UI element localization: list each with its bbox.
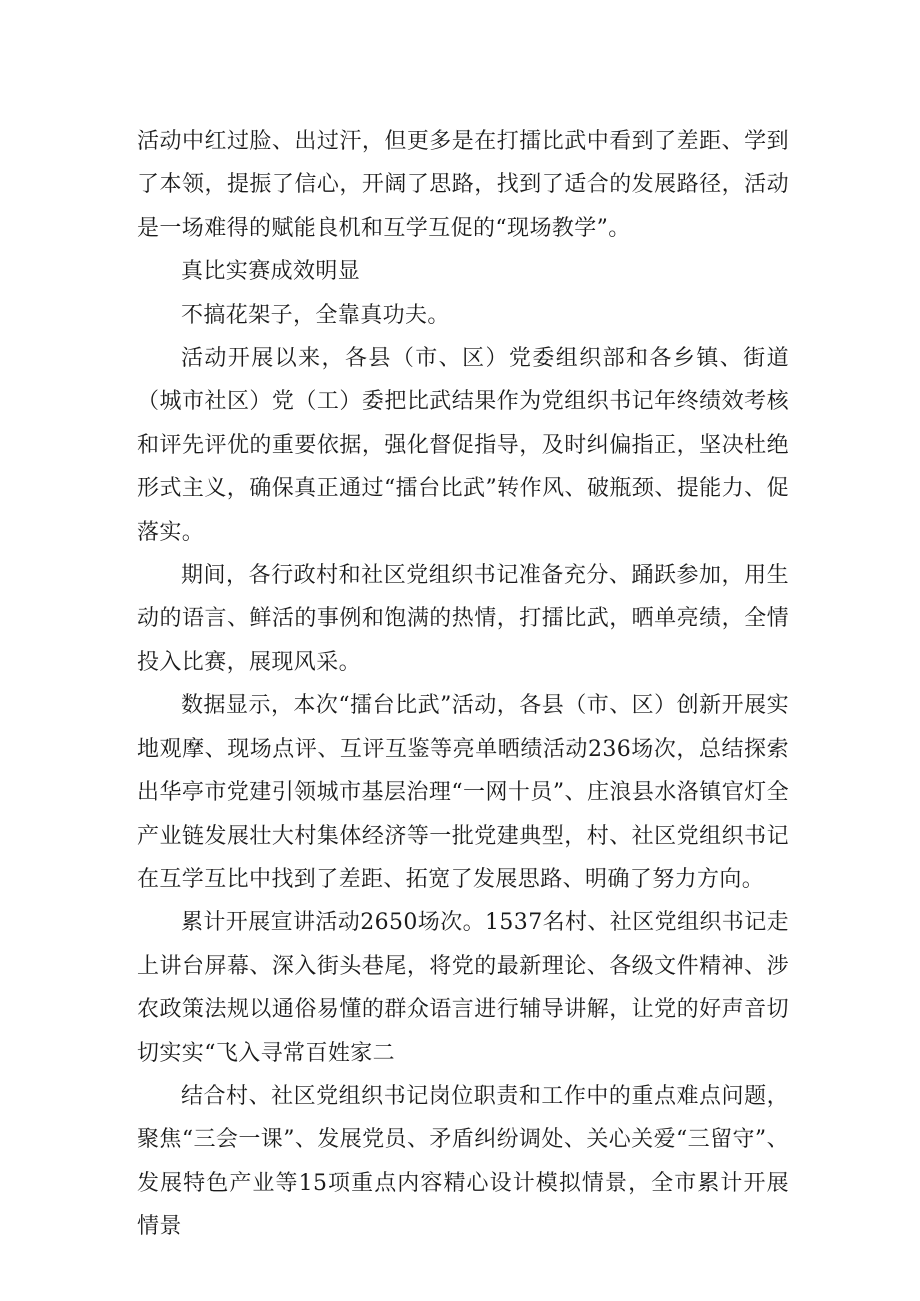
document-body <box>137 120 789 1249</box>
paragraph: 期间，各行政村和社区党组织书记准备充分、踊跃参加，用生动的语言、鲜活的事例和饱满的热情，打擂比武，晒单亮绩，全情投入比赛，展现风采。 <box>137 563 789 675</box>
paragraph: 不搞花架子，全靠真功夫。 <box>181 302 450 328</box>
section-heading: 真比实赛成效明显 <box>181 259 361 285</box>
paragraph-continuation: 活动中红过脸、出过汗，但更多是在打擂比武中看到了差距、学到了本领，提振了信心，开阔了思路，找到了适合的发展路径，活动是一场难得的赋能良机和互学互促的“现场教学”。 <box>137 129 789 241</box>
paragraph: 活动开展以来，各县（市、区）党委组织部和各乡镇、街道（城市社区）党（工）委把比武结果作为党组织书记年终绩效考核和评先评优的重要依据，强化督促指导，及时纠偏指正，坚决杜绝形式主义，确保真正通过“擂台比武”转作风、破瓶颈、提能力、促落实。 <box>137 346 789 545</box>
paragraph: 数据显示，本次“擂台比武”活动，各县（市、区）创新开展实地观摩、现场点评、互评互鉴等亮单晒绩活动236场次，总结探索出华亭市党建引领城市基层治理“一网十员”、庄浪县水洛镇官灯全产业链发展壮大村集体经济等一批党建典型，村、社区党组织书记在互学互比中找到了差距、拓宽了发展思路、明确了努力方向。 <box>137 693 789 892</box>
paragraph: 累计开展宣讲活动2650场次。1537名村、社区党组织书记走上讲台屏幕、深入街头巷尾，将党的最新理论、各级文件精神、涉农政策法规以通俗易懂的群众语言进行辅导讲解，让党的好声音切切实实“飞入寻常百姓家二 <box>137 910 789 1066</box>
paragraph: 结合村、社区党组织书记岗位职责和工作中的重点难点问题，聚焦“三会一课”、发展党员、矛盾纠纷调处、关心关爱“三留守”、发展特色产业等15项重点内容精心设计模拟情景，全市累计开展情景 <box>137 1083 789 1240</box>
